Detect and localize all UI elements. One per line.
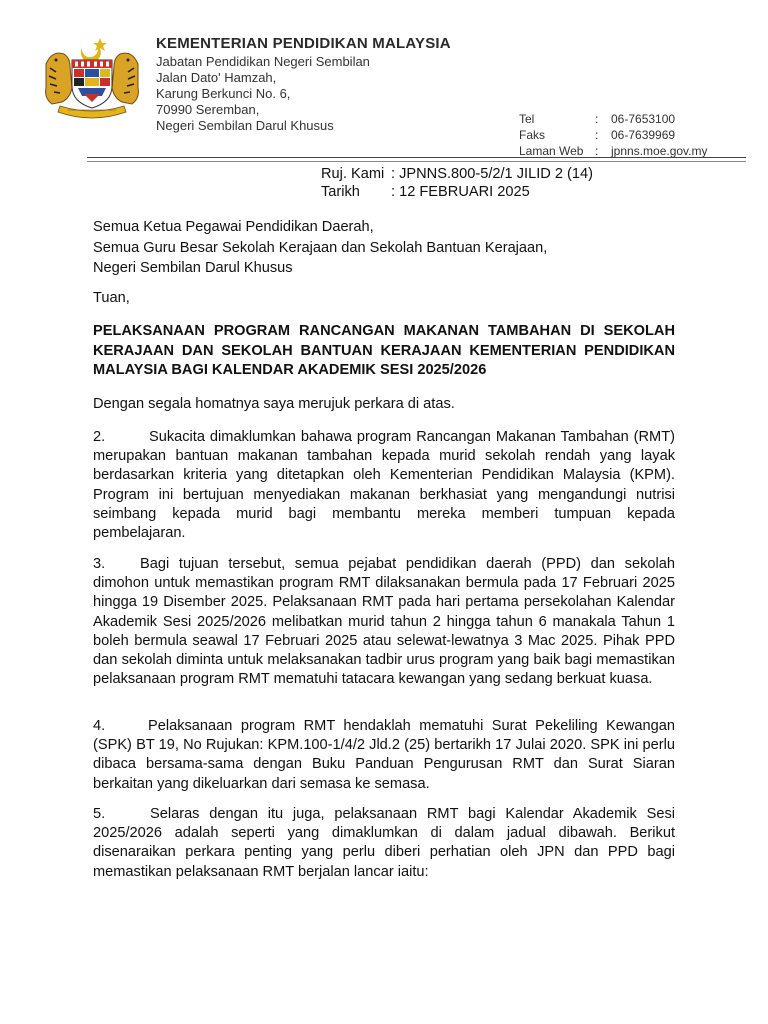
address-line: Jalan Dato' Hamzah, xyxy=(156,70,277,85)
paragraph-number: 5. xyxy=(93,806,106,822)
paragraph-number: 3. xyxy=(93,556,106,572)
addressee-line: Semua Guru Besar Sekolah Kerajaan dan Sekolah Bantuan Kerajaan, xyxy=(93,239,548,256)
paragraph-3 xyxy=(93,555,675,689)
contact-label: Faks xyxy=(519,128,546,142)
addressee-block xyxy=(93,217,547,279)
reference-row xyxy=(321,165,593,183)
contact-row-tel xyxy=(519,111,708,127)
paragraph-number: 4. xyxy=(93,718,106,734)
paragraph-5 xyxy=(93,805,675,882)
header-divider xyxy=(87,161,746,162)
contact-value: 06-7639969 xyxy=(611,128,676,142)
contact-label: Laman Web xyxy=(519,144,584,158)
paragraph-2 xyxy=(93,428,675,543)
salutation: Tuan, xyxy=(93,290,130,306)
address-line: Jabatan Pendidikan Negeri Sembilan xyxy=(156,54,370,69)
address-line: 70990 Seremban, xyxy=(156,102,260,117)
contact-label: Tel xyxy=(519,112,535,126)
contact-colon: : xyxy=(595,144,599,158)
malaysia-coat-of-arms-icon xyxy=(40,34,144,124)
addressee-line: Negeri Sembilan Darul Khusus xyxy=(93,260,293,276)
contact-colon: : xyxy=(595,112,599,126)
letterhead-contact xyxy=(519,111,708,159)
reference-label: Ruj. Kami xyxy=(321,166,385,182)
ministry-name: KEMENTERIAN PENDIDIKAN MALAYSIA xyxy=(156,35,451,52)
paragraph-text: Bagi tujuan tersebut, semua pejabat pendidikan daerah (PPD) dan sekolah dimohon untuk memastikan program RMT dilaksanakan bermula pada 17 Februari 2025 hingga 19 Disember 2025. Pelaksanaan RMT pada hari pertama persekolahan Kalendar Akademik Sesi 2025/2026 melibatkan murid tahun 2 hingga tahun 6 manakala Tahun 1 boleh bermula seawal 17 Februari 2025 atau selewat-lewatnya 3 Mac 2025. Pihak PPD dan sekolah diminta untuk melaksanakan tadbir urus program yang baik bagi memastikan pelaksanaan program RMT mematuhi tatacara kewangan yang sedang berkuat kuasa. xyxy=(93,556,675,688)
contact-colon: : xyxy=(595,128,599,142)
address-line: Karung Berkunci No. 6, xyxy=(156,86,291,101)
date-label: Tarikh xyxy=(321,184,360,200)
date-value: : 12 FEBRUARI 2025 xyxy=(391,184,530,200)
subject-heading: PELAKSANAAN PROGRAM RANCANGAN MAKANAN TAMBAHAN DI SEKOLAH KERAJAAN DAN SEKOLAH BANTUAN KERAJAAN KEMENTERIAN PENDIDIKAN MALAYSIA BAGI KALENDAR AKADEMIK SESI 2025/2026 xyxy=(93,323,675,378)
letterhead-agency xyxy=(156,34,451,134)
contact-value: jpnns.moe.gov.my xyxy=(611,144,708,158)
contact-row-fax xyxy=(519,127,708,143)
addressee-line: Semua Ketua Pegawai Pendidikan Daerah, xyxy=(93,219,374,235)
reference-value: : JPNNS.800-5/2/1 JILID 2 (14) xyxy=(391,166,593,182)
paragraph-number: 2. xyxy=(93,429,106,445)
contact-value: 06-7653100 xyxy=(611,112,676,126)
paragraph-text: Sukacita dimaklumkan bahawa program Rancangan Makanan Tambahan (RMT) merupakan bantuan makanan tambahan kepada murid sekolah rendah yang layak berdasarkan kriteria yang ditetapkan oleh Kementerian Pendidikan Malaysia (KPM). Program ini bertujuan menyediakan makanan berkhasiat yang mengandungi nutrisi seimbang kepada murid bagi membantu mereka memberi tumpuan kepada pembelajaran. xyxy=(93,429,675,542)
reference-block xyxy=(321,165,593,201)
paragraph-4 xyxy=(93,717,675,794)
header-divider xyxy=(87,157,746,158)
date-row xyxy=(321,183,593,201)
opening-paragraph: Dengan segala homatnya saya merujuk perkara di atas. xyxy=(93,396,455,412)
paragraph-text: Pelaksanaan program RMT hendaklah mematuhi Surat Pekeliling Kewangan (SPK) BT 19, No Rujukan: KPM.100-1/4/2 Jld.2 (25) bertarikh 17 Julai 2020. SPK ini perlu dibaca bersama-sama dengan Buku Panduan Pengurusan RMT dan Surat Siaran berkaitan yang dikeluarkan dari semasa ke semasa. xyxy=(93,718,675,792)
paragraph-text: Selaras dengan itu juga, pelaksanaan RMT bagi Kalendar Akademik Sesi 2025/2026 adalah seperti yang dimaklumkan di dalam jadual dibawah. Berikut disenaraikan perkara penting yang perlu diberi perhatian oleh JPN dan PPD bagi memastikan pelaksanaan RMT berjalan lancar iaitu: xyxy=(93,806,675,880)
address-line: Negeri Sembilan Darul Khusus xyxy=(156,118,334,133)
